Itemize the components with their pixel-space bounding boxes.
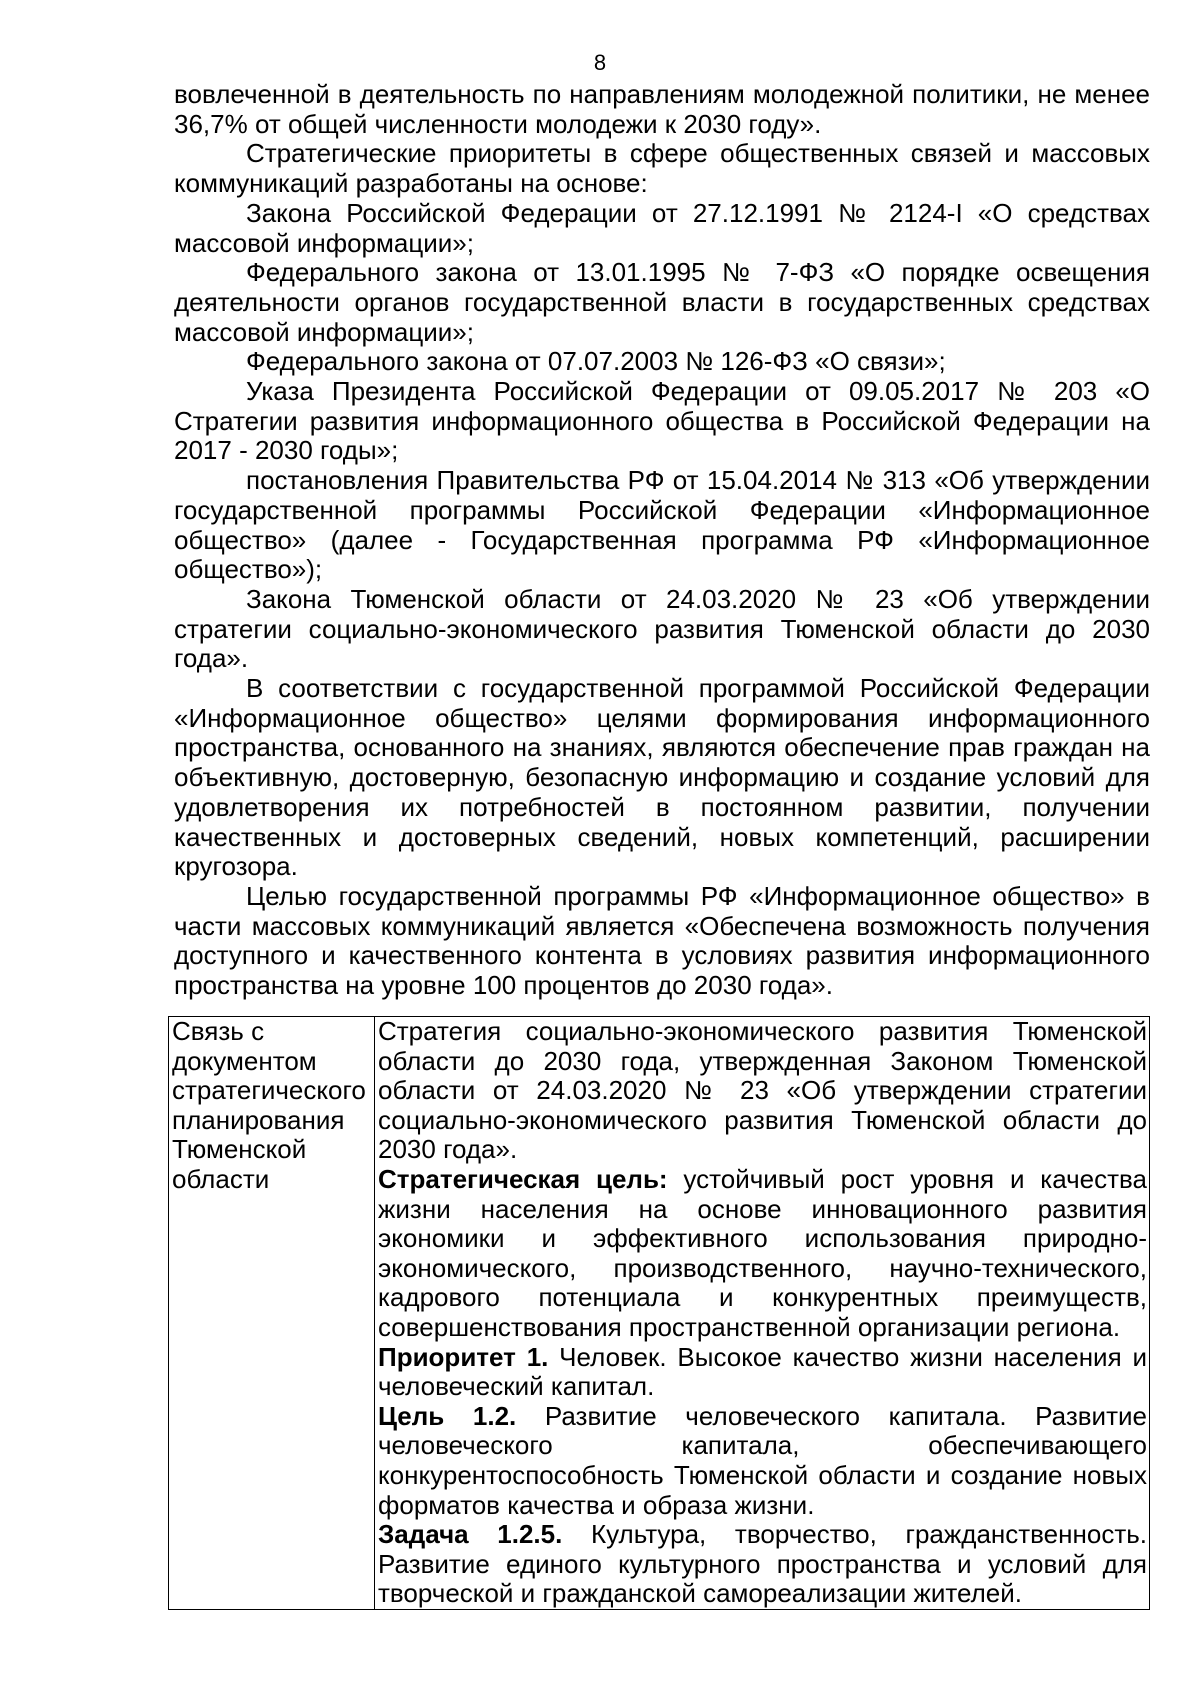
table-row (169, 1017, 1150, 1610)
task (378, 1520, 1147, 1609)
table-cell-label (169, 1017, 375, 1610)
strategic-goal-text: устойчивый рост уровня и качества жизни населения на основе инновационного развития экономики и эффективного использования природно-экономического, производственного, научно-технического, кадрового потенциала и конкурентных преимуществ, совершенствования пространственной организации региона. (378, 1163, 1148, 1342)
paragraph: Федерального закона от 13.01.1995 № 7-ФЗ «О порядке освещения деятельности органов государственной власти в государственных средствах массовой информации»; (174, 257, 1150, 347)
priority-text: Человек. Высокое качество жизни населения и человеческий капитал. (378, 1341, 1147, 1402)
strategic-link-table (168, 1016, 1150, 1610)
task-label: Задача 1.2.5. (378, 1519, 563, 1550)
paragraph: Целью государственной программы РФ «Информационное общество» в части массовых коммуникаций является «Обеспечена возможность получения доступного и качественного контента в условиях развития информационного пространства на уровне 100 процентов до 2030 года». (174, 880, 1150, 1001)
table-left-text: Связь с документом стратегического планирования Тюменской области (172, 1016, 366, 1194)
page-number: 8 (593, 50, 607, 75)
strategic-goal-label: Стратегическая цель: (378, 1163, 668, 1194)
paragraph: Федерального закона от 07.07.2003 № 126-ФЗ «О связи»; (246, 346, 946, 377)
goal-label: Цель 1.2. (378, 1400, 517, 1431)
paragraph: постановления Правительства РФ от 15.04.2014 № 313 «Об утверждении государственной программы Российской Федерации «Информационное общество» (далее - Государственная программа РФ «Информационное общество»); (174, 465, 1150, 585)
paragraph: В соответствии с государственной программой Российской Федерации «Информационное общество» целями формирования информационного пространства, основанного на знаниях, являются обеспечение прав граждан на объективную, достоверную, безопасную информацию и создание условий для удовлетворения их потребностей в постоянном развитии, получении качественных и достоверных сведений, новых компетенций, расширении кругозора. (174, 673, 1150, 882)
goal (378, 1402, 1147, 1520)
paragraph: Закона Тюменской области от 24.03.2020 № 23 «Об утверждении стратегии социально-экономического развития Тюменской области до 2030 года». (174, 583, 1150, 674)
paragraph: Указа Президента Российской Федерации от 09.05.2017 № 203 «О Стратегии развития информационного общества в Российской Федерации на 2017 - 2030 годы»; (174, 376, 1150, 466)
table-cell-content (375, 1017, 1150, 1610)
priority (378, 1343, 1147, 1402)
document-body (174, 80, 1150, 1001)
table-intro: Стратегия социально-экономического развития Тюменской области до 2030 года, утвержденная Законом Тюменской области от 24.03.2020 № 23 «Об утверждении стратегии социально-экономического развития Тюменской области до 2030 года». (378, 1016, 1147, 1165)
task-text: Культура, творчество, гражданственность. Развитие единого культурного пространства и условий для творческой и гражданской самореализации жителей. (378, 1519, 1147, 1609)
goal-text: Развитие человеческого капитала. Развитие человеческого капитала, обеспечивающего конкурентоспособность Тюменской области и создание новых форматов качества и образа жизни. (378, 1400, 1147, 1520)
priority-label: Приоритет 1. (378, 1341, 549, 1372)
paragraph: вовлеченной в деятельность по направлениям молодежной политики, не менее 36,7% от общей численности молодежи к 2030 году». (174, 79, 1150, 139)
paragraph: Стратегические приоритеты в сфере общественных связей и массовых коммуникаций разработаны на основе: (174, 138, 1150, 199)
paragraph: Закона Российской Федерации от 27.12.1991 № 2124-I «О средствах массовой информации»; (174, 197, 1150, 258)
strategic-goal (378, 1165, 1147, 1343)
